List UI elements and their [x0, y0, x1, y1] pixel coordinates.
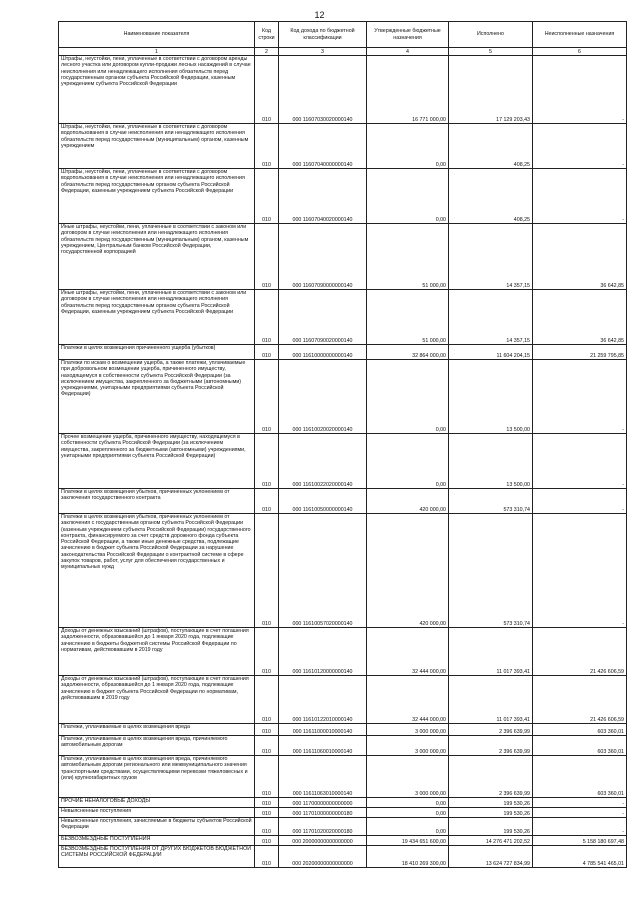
row-approved: 19 434 651 600,00 — [367, 836, 449, 846]
row-unexecuted: 603 360,01 — [533, 756, 627, 798]
row-unexecuted: 21 426 606,59 — [533, 676, 627, 724]
header-income-code: Код дохода по бюджетной классификации — [279, 22, 367, 48]
table-body — [59, 56, 627, 868]
row-executed: 14 357,15 — [449, 224, 533, 290]
row-income-code: 000 11610020020000140 — [279, 360, 367, 434]
row-approved: 420 000,00 — [367, 514, 449, 628]
row-income-code: 000 11607040000000140 — [279, 124, 367, 169]
row-income-code: 000 11610057020000140 — [279, 514, 367, 628]
row-executed: 13 624 727 834,99 — [449, 846, 533, 868]
row-name: Невыясненные поступления — [59, 808, 255, 818]
row-approved: 51 000,00 — [367, 224, 449, 290]
table-row — [59, 169, 627, 224]
row-unexecuted: - — [533, 808, 627, 818]
row-income-code: 000 11701000000000180 — [279, 808, 367, 818]
row-income-code: 000 20000000000000000 — [279, 836, 367, 846]
row-executed: 13 500,00 — [449, 434, 533, 489]
row-name: Доходы от денежных взысканий (штрафов), поступающие в счет погашения задолженности, образовавшейся до 1 января 2020 года, подлежащие зачислению в бюджеты бюджетной системы Российской Федерации по нормативам, действовавшим в 2019 году — [59, 628, 255, 676]
row-name: Платежи по искам о возмещении ущерба, а также платежи, уплачиваемые при добровольном возмещении ущерба, причиненного имуществу, находящемуся в собственности субъекта Российской Федерации (за исключением имущества, закрепленного за бюджетными (автономными) учреждениями, унитарными предприятиями субъекта Российской Федерации) — [59, 360, 255, 434]
row-unexecuted: - — [533, 489, 627, 514]
row-line-code: 010 — [255, 628, 279, 676]
row-income-code: 000 11700000000000000 — [279, 798, 367, 808]
row-unexecuted: 36 642,85 — [533, 290, 627, 345]
table-row — [59, 56, 627, 124]
row-income-code: 000 11611000010000140 — [279, 724, 367, 736]
row-approved: 0,00 — [367, 360, 449, 434]
column-number: 3 — [279, 48, 367, 56]
table-row — [59, 808, 627, 818]
row-income-code: 000 11610050000000140 — [279, 489, 367, 514]
row-income-code: 000 20200000000000000 — [279, 846, 367, 868]
row-line-code: 010 — [255, 756, 279, 798]
page-number: 12 — [314, 10, 325, 20]
row-approved: 32 444 000,00 — [367, 676, 449, 724]
row-unexecuted: - — [533, 169, 627, 224]
row-approved: 0,00 — [367, 818, 449, 836]
row-executed: 199 530,26 — [449, 808, 533, 818]
row-income-code: 000 11607090020000140 — [279, 290, 367, 345]
row-approved: 3 000 000,00 — [367, 756, 449, 798]
table-row — [59, 290, 627, 345]
row-unexecuted: - — [533, 798, 627, 808]
row-name: Штрафы, неустойки, пени, уплаченные в соответствии с договором водопользования в случае неисполнения или ненадлежащего исполнения обязательств перед государственным органом субъекта Российской Федерации, казенным учреждением субъекта Российской Федерации — [59, 169, 255, 224]
table-row — [59, 489, 627, 514]
row-line-code: 010 — [255, 434, 279, 489]
row-line-code: 010 — [255, 798, 279, 808]
row-income-code: 000 11611060010000140 — [279, 736, 367, 756]
row-unexecuted: 21 259 795,85 — [533, 345, 627, 360]
row-name: Платежи, уплачиваемые в целях возмещения вреда — [59, 724, 255, 736]
table-row — [59, 818, 627, 836]
header-name: Наименование показателя — [59, 22, 255, 48]
table-row — [59, 514, 627, 628]
row-executed: 2 396 639,99 — [449, 724, 533, 736]
table-row — [59, 798, 627, 808]
row-executed: 408,25 — [449, 169, 533, 224]
row-unexecuted: 36 642,85 — [533, 224, 627, 290]
column-number: 4 — [367, 48, 449, 56]
row-income-code: 000 11610022020000140 — [279, 434, 367, 489]
revenue-execution-table — [58, 21, 627, 868]
row-unexecuted: - — [533, 818, 627, 836]
row-income-code: 000 11611063010000140 — [279, 756, 367, 798]
row-executed: 2 396 639,99 — [449, 756, 533, 798]
row-income-code: 000 11610120000000140 — [279, 628, 367, 676]
row-name: Иные штрафы, неустойки, пени, уплаченные в соответствии с законом или договором в случае неисполнения или ненадлежащего исполнения обязательств перед государственным органом субъекта Российской Федерации, казенным учреждением субъекта Российской Федерации — [59, 290, 255, 345]
row-executed: 2 396 639,99 — [449, 736, 533, 756]
row-executed: 11 017 393,41 — [449, 628, 533, 676]
row-approved: 32 864 000,00 — [367, 345, 449, 360]
row-approved: 0,00 — [367, 434, 449, 489]
row-approved: 32 444 000,00 — [367, 628, 449, 676]
table-row — [59, 756, 627, 798]
row-unexecuted: - — [533, 514, 627, 628]
row-unexecuted: - — [533, 56, 627, 124]
table-row — [59, 224, 627, 290]
row-line-code: 010 — [255, 514, 279, 628]
table-header-row — [59, 22, 627, 48]
row-name: Платежи в целях возмещения причиненного ущерба (убытков) — [59, 345, 255, 360]
column-number: 5 — [449, 48, 533, 56]
table-row — [59, 836, 627, 846]
column-number: 1 — [59, 48, 255, 56]
table-row — [59, 124, 627, 169]
row-line-code: 010 — [255, 724, 279, 736]
row-unexecuted: 4 785 541 465,01 — [533, 846, 627, 868]
row-line-code: 010 — [255, 808, 279, 818]
row-name: Невыясненные поступления, зачисляемые в бюджеты субъектов Российской Федерации — [59, 818, 255, 836]
row-income-code: 000 11607040020000140 — [279, 169, 367, 224]
row-executed: 17 129 203,43 — [449, 56, 533, 124]
row-approved: 0,00 — [367, 124, 449, 169]
header-unexecuted: Неисполненные назначения — [533, 22, 627, 48]
row-approved: 420 000,00 — [367, 489, 449, 514]
row-approved: 3 000 000,00 — [367, 724, 449, 736]
header-approved: Утвержденные бюджетные назначения — [367, 22, 449, 48]
row-name: Прочее возмещение ущерба, причиненного имуществу, находящемуся в собственности субъекта Российской Федерации (за исключением имущества, закрепленного за бюджетными (автономными) учреждениями, унитарными предприятиями субъекта Российской Федерации) — [59, 434, 255, 489]
column-number: 2 — [255, 48, 279, 56]
table-row — [59, 676, 627, 724]
row-income-code: 000 11610122010000140 — [279, 676, 367, 724]
row-name: ПРОЧИЕ НЕНАЛОГОВЫЕ ДОХОДЫ — [59, 798, 255, 808]
header-executed: Исполнено — [449, 22, 533, 48]
row-line-code: 010 — [255, 676, 279, 724]
table-row — [59, 724, 627, 736]
row-name: БЕЗВОЗМЕЗДНЫЕ ПОСТУПЛЕНИЯ ОТ ДРУГИХ БЮДЖЕТОВ БЮДЖЕТНОЙ СИСТЕМЫ РОССИЙСКОЙ ФЕДЕРАЦИИ — [59, 846, 255, 868]
row-approved: 3 000 000,00 — [367, 736, 449, 756]
row-name: Иные штрафы, неустойки, пени, уплаченные в соответствии с законом или договором в случае неисполнения или ненадлежащего исполнения обязательств перед государственным (муниципальным) органом, казенным учреждением, Центральным банком Российской Федерации, государственной корпорацией — [59, 224, 255, 290]
row-name: Штрафы, неустойки, пени, уплаченные в соответствии с договором водопользования в случае неисполнения или ненадлежащего исполнения обязательств перед государственным (муниципальным) органом, казенным учреждением — [59, 124, 255, 169]
row-unexecuted: 21 426 606,59 — [533, 628, 627, 676]
header-line-code: Код строки — [255, 22, 279, 48]
table-row — [59, 846, 627, 868]
row-executed: 408,25 — [449, 124, 533, 169]
column-number: 6 — [533, 48, 627, 56]
row-line-code: 010 — [255, 736, 279, 756]
table-row — [59, 628, 627, 676]
row-approved: 0,00 — [367, 169, 449, 224]
row-line-code: 010 — [255, 224, 279, 290]
row-line-code: 010 — [255, 846, 279, 868]
row-line-code: 010 — [255, 836, 279, 846]
row-approved: 16 771 000,00 — [367, 56, 449, 124]
row-unexecuted: - — [533, 434, 627, 489]
row-name: Платежи в целях возмещения убытков, причиненных уклонением от заключения с государственным органом субъекта Российской Федерации (казенным учреждением субъекта Российской Федерации) государственного контракта, финансируемого за счет средств дорожного фонда субъекта Российской Федерации, а также иные денежные средства, подлежащие зачислению в бюджет субъекта Российской Федерации за нарушение законодательства Российской Федерации о контрактной системе в сфере закупок товаров, работ, услуг для обеспечения государственных и муниципальных нужд — [59, 514, 255, 628]
row-name: Платежи в целях возмещения убытков, причиненных уклонением от заключения государственного контракта — [59, 489, 255, 514]
row-income-code: 000 11607030020000140 — [279, 56, 367, 124]
row-income-code: 000 11610000000000140 — [279, 345, 367, 360]
row-line-code: 010 — [255, 345, 279, 360]
row-line-code: 010 — [255, 169, 279, 224]
row-unexecuted: - — [533, 360, 627, 434]
row-unexecuted: - — [533, 124, 627, 169]
table-row — [59, 434, 627, 489]
row-approved: 18 410 269 300,00 — [367, 846, 449, 868]
row-line-code: 010 — [255, 360, 279, 434]
row-line-code: 010 — [255, 818, 279, 836]
row-name: Платежи, уплачиваемые в целях возмещения вреда, причиняемого автомобильным дорогам — [59, 736, 255, 756]
table-row — [59, 736, 627, 756]
row-line-code: 010 — [255, 124, 279, 169]
row-name: Штрафы, неустойки, пени, уплаченные в соответствии с договором аренды лесного участка или договором купли-продажи лесных насаждений в случае неисполнения или ненадлежащего исполнения обязательств перед государственным органом субъекта Российской Федерации, казенным учреждением субъекта Российской Федерации — [59, 56, 255, 124]
column-number-row — [59, 48, 627, 56]
row-executed: 573 310,74 — [449, 489, 533, 514]
table-row — [59, 360, 627, 434]
row-executed: 199 530,26 — [449, 798, 533, 808]
table-row — [59, 345, 627, 360]
row-approved: 0,00 — [367, 798, 449, 808]
row-executed: 14 357,15 — [449, 290, 533, 345]
row-name: Платежи, уплачиваемые в целях возмещения вреда, причиняемого автомобильным дорогам регионального или межмуниципального значения транспортными средствами, осуществляющими перевозки тяжеловесных и (или) крупногабаритных грузов — [59, 756, 255, 798]
row-income-code: 000 11607090000000140 — [279, 224, 367, 290]
row-executed: 14 276 471 202,52 — [449, 836, 533, 846]
row-name: БЕЗВОЗМЕЗДНЫЕ ПОСТУПЛЕНИЯ — [59, 836, 255, 846]
row-line-code: 010 — [255, 489, 279, 514]
row-line-code: 010 — [255, 290, 279, 345]
row-unexecuted: 603 360,01 — [533, 736, 627, 756]
row-executed: 573 310,74 — [449, 514, 533, 628]
row-executed: 11 017 393,41 — [449, 676, 533, 724]
row-line-code: 010 — [255, 56, 279, 124]
row-executed: 11 604 204,15 — [449, 345, 533, 360]
row-name: Доходы от денежных взысканий (штрафов), поступающие в счет погашения задолженности, образовавшейся до 1 января 2020 года, подлежащие зачислению в бюджет субъекта Российской Федерации по нормативам, действовавшим в 2019 году — [59, 676, 255, 724]
row-executed: 13 500,00 — [449, 360, 533, 434]
row-unexecuted: 603 360,01 — [533, 724, 627, 736]
row-executed: 199 530,26 — [449, 818, 533, 836]
row-income-code: 000 11701020020000180 — [279, 818, 367, 836]
row-approved: 0,00 — [367, 808, 449, 818]
row-unexecuted: 5 158 180 697,48 — [533, 836, 627, 846]
row-approved: 51 000,00 — [367, 290, 449, 345]
